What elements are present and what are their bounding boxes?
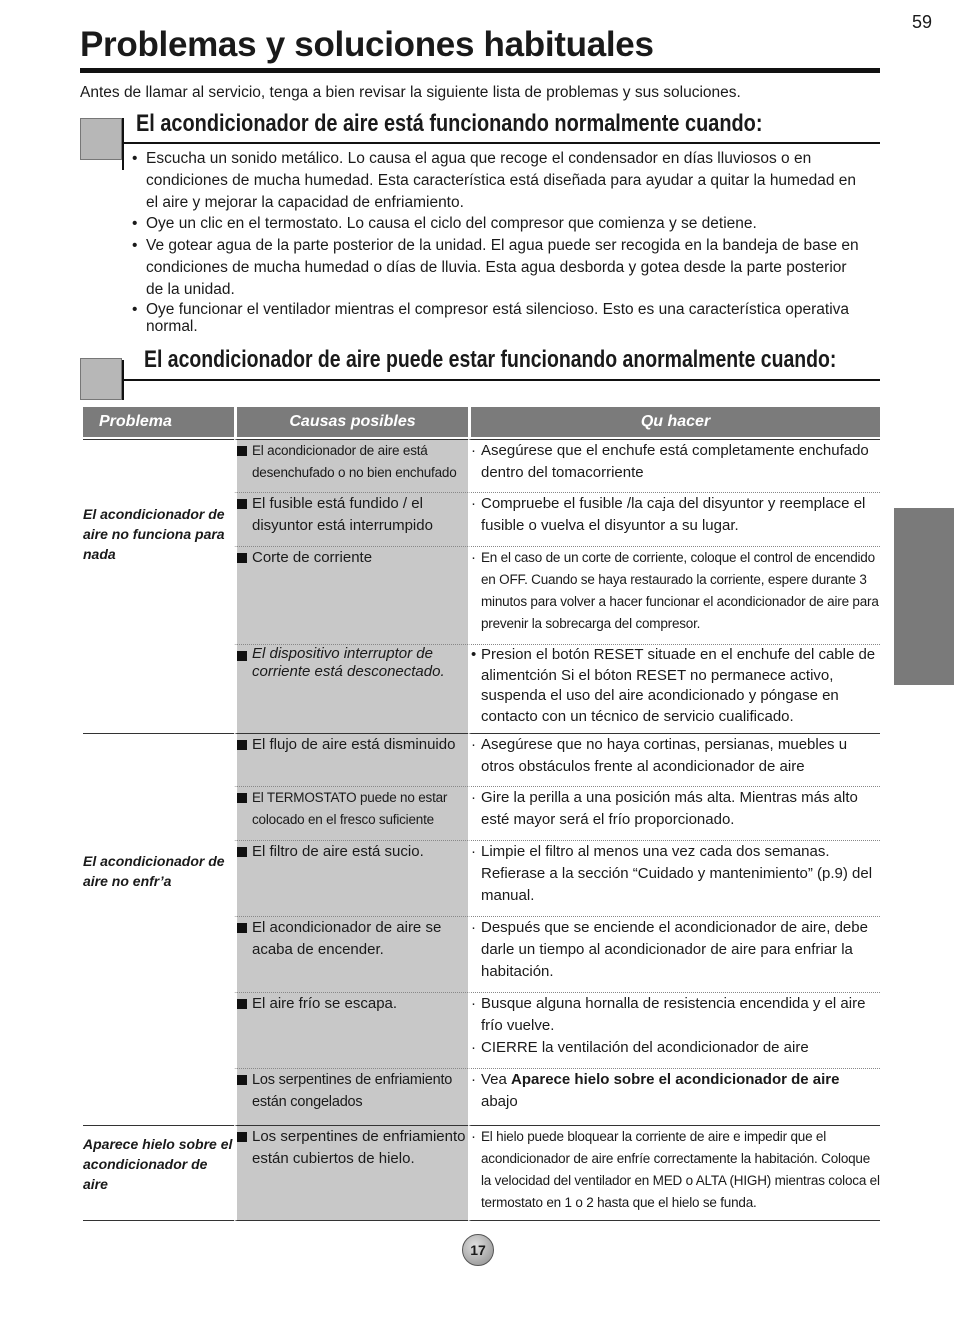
todo-text: Asegúrese que no haya cortinas, persianas, muebles u otros obstáculos frente al acondicionador de aire: [481, 736, 848, 775]
todo-cell: [468, 439, 880, 493]
cause-cell: [234, 787, 468, 841]
todo-cell: [468, 787, 880, 841]
cause-text: Los serpentines de enfriamiento están cubiertos de hielo.: [252, 1128, 466, 1167]
todo-text: Busque alguna hornalla de resistencia encendida y el aire frío vuelve.: [481, 995, 866, 1034]
dot-bullet-icon: ·: [471, 843, 476, 860]
todo-text: Después que se enciende el acondicionador de aire, debe darle un tiempo al acondicionador de aire para enfriar la habitación.: [481, 919, 868, 980]
header-causes: Causas posibles: [234, 407, 468, 439]
dot-bullet-icon: ·: [471, 1128, 476, 1145]
dot-bullet-icon: ·: [471, 442, 476, 459]
cause-text: El acondicionador de aire está desenchufado o no bien enchufado: [252, 443, 457, 480]
normal-operation-list: [130, 148, 860, 335]
cause-text: El fusible está fundido / el disyuntor está interrumpido: [252, 495, 433, 534]
table-header-row: [83, 407, 880, 439]
problem-cell: Aparece hielo sobre el acondicionador de aire: [83, 1125, 234, 1221]
square-bullet-icon: [237, 1132, 247, 1142]
section-marker-box: [80, 118, 122, 160]
todo-cell: [468, 493, 880, 547]
problem-cell: El acondicionador de aire no funciona para nada: [83, 439, 234, 733]
section-underline: [122, 379, 880, 381]
todo-cell: [468, 733, 880, 787]
section-marker-box: [80, 358, 122, 400]
page-number: 59: [911, 12, 932, 32]
list-item: • Ve gotear agua de la parte posterior de la unidad. El agua puede ser recogida en la bandeja de base en condiciones de mucha humedad o días de lluvia. Esta agua desborda y gotea desde la parte posterior de la unidad.: [130, 235, 860, 300]
todo-cell: [468, 645, 880, 733]
cause-text: El acondicionador de aire se acaba de encender.: [252, 919, 442, 958]
header-todo: Qu hacer: [468, 407, 880, 439]
list-item: • Oye un clic en el termostato. Lo causa el ciclo del compresor que comienza y se detiene.: [130, 213, 860, 235]
square-bullet-icon: [237, 740, 247, 750]
todo-cell: [468, 547, 880, 645]
section-marker-line: [122, 118, 124, 170]
dot-bullet-icon: ·: [471, 919, 476, 936]
dot-bullet-icon: ·: [471, 549, 476, 566]
todo-text: El hielo puede bloquear la corriente de aire e impedir que el acondicionador de aire enfríe correctamente la habitación. Coloque la velocidad del ventilador en MED o ALTA (HIGH) mientras coloca el termostato en 1 o 2 hasta que el hielo se funda.: [481, 1129, 880, 1210]
cause-text: El dispositivo interruptor de corriente está desconectado.: [252, 645, 445, 680]
intro-text: Antes de llamar al servicio, tenga a bien revisar la siguiente lista de problemas y sus soluciones.: [80, 84, 741, 101]
square-bullet-icon: [237, 446, 247, 456]
cause-cell: [234, 917, 468, 993]
header-problem: Problema: [83, 407, 234, 439]
page-title: Problemas y soluciones habituales: [80, 24, 880, 73]
dot-bullet-icon: ·: [471, 1039, 476, 1056]
table-row: [83, 439, 880, 493]
section-underline: [122, 142, 880, 144]
list-item: • Oye funcionar el ventilador mientras el compresor está silencioso. Esto es una característica operativa normal.: [130, 301, 860, 335]
cause-cell: [234, 841, 468, 917]
dot-bullet-icon: ·: [471, 995, 476, 1012]
cause-text: El flujo de aire está disminuido: [252, 736, 456, 753]
todo-cell: [468, 993, 880, 1069]
todo-text: Asegúrese que el enchufe está completamente enchufado dentro del tomacorriente: [481, 442, 869, 481]
todo-text: Limpie el filtro al menos una vez cada dos semanas. Refierase a la sección “Cuidado y mantenimiento” (p.9) del manual.: [481, 843, 873, 904]
section-title: El acondicionador de aire puede estar funcionando anormalmente cuando:: [144, 346, 837, 373]
todo-text: En el caso de un corte de corriente, coloque el control de encendido en OFF. Cuando se haya restaurado la corriente, espere durante 3 minutos para volver a hacer funcionar el acondicionador de aire para prevenir la sobrecarga del compresor.: [481, 550, 879, 631]
square-bullet-icon: [237, 553, 247, 563]
section-abnormal-heading: [80, 342, 880, 402]
cause-text: Corte de corriente: [252, 549, 373, 566]
cause-cell: [234, 733, 468, 787]
square-bullet-icon: [237, 923, 247, 933]
dot-bullet-icon: ·: [471, 1071, 476, 1088]
todo-text: Compruebe el fusible /la caja del disyuntor y reemplace el fusible o vuelva el disyuntor a su lugar.: [481, 495, 866, 534]
dot-bullet-icon: ·: [471, 789, 476, 806]
dot-bullet-icon: ·: [471, 736, 476, 753]
todo-cell: [468, 1069, 880, 1125]
cause-cell: [234, 493, 468, 547]
todo-cell: [468, 841, 880, 917]
todo-suffix: abajo: [481, 1093, 518, 1110]
cause-cell: [234, 439, 468, 493]
list-item: • Escucha un sonido metálico. Lo causa el agua que recoge el condensador en días lluviosos o en condiciones de mucha humedad. Esta característica está diseñada para ayudar a quitar la humedad en el aire y mejorar la capacidad de enfriamiento.: [130, 148, 860, 213]
cause-text: El filtro de aire está sucio.: [252, 843, 424, 860]
square-bullet-icon: [237, 793, 247, 803]
troubleshooting-table: [83, 407, 880, 1221]
problem-cell: El acondicionador de aire no enfr’a: [83, 733, 234, 1125]
square-bullet-icon: [237, 999, 247, 1009]
table-row: [83, 1125, 880, 1221]
cause-cell: [234, 645, 468, 733]
dot-bullet-icon: ·: [471, 495, 476, 512]
cause-text: El TERMOSTATO puede no estar colocado en el fresco suficiente: [252, 790, 448, 827]
cause-text: El aire frío se escapa.: [252, 995, 398, 1012]
side-tab-marker: [894, 508, 954, 685]
square-bullet-icon: [237, 1075, 247, 1085]
cause-cell: [234, 1069, 468, 1125]
table-row: [83, 733, 880, 787]
square-bullet-icon: [237, 651, 247, 661]
cause-cell: [234, 993, 468, 1069]
square-bullet-icon: [237, 499, 247, 509]
todo-text: CIERRE la ventilación del acondicionador de aire: [481, 1039, 809, 1056]
dot-bullet-icon: •: [471, 646, 477, 663]
footer-page-badge: 17: [462, 1234, 494, 1266]
todo-prefix: Vea: [481, 1071, 512, 1088]
todo-text: Gire la perilla a una posición más alta. Mientras más alto esté mayor será el frío proporcionado.: [481, 789, 858, 828]
square-bullet-icon: [237, 847, 247, 857]
todo-cell: [468, 1125, 880, 1221]
todo-text: Presion el botón RESET situade en el enchufe del cable de alimentción Si el bóton RESET no permanece activo, suspenda el uso del aire acondicionado y póngase en contacto con un técnico de servicio cualificado.: [481, 646, 876, 725]
todo-cell: [468, 917, 880, 993]
cause-cell: [234, 1125, 468, 1221]
todo-text: [481, 1069, 880, 1113]
cause-text: Los serpentines de enfriamiento están congelados: [252, 1072, 453, 1110]
section-title: El acondicionador de aire está funcionando normalmente cuando:: [136, 110, 763, 137]
cause-cell: [234, 547, 468, 645]
todo-reference: Aparece hielo sobre el acondicionador de aire: [511, 1071, 840, 1088]
